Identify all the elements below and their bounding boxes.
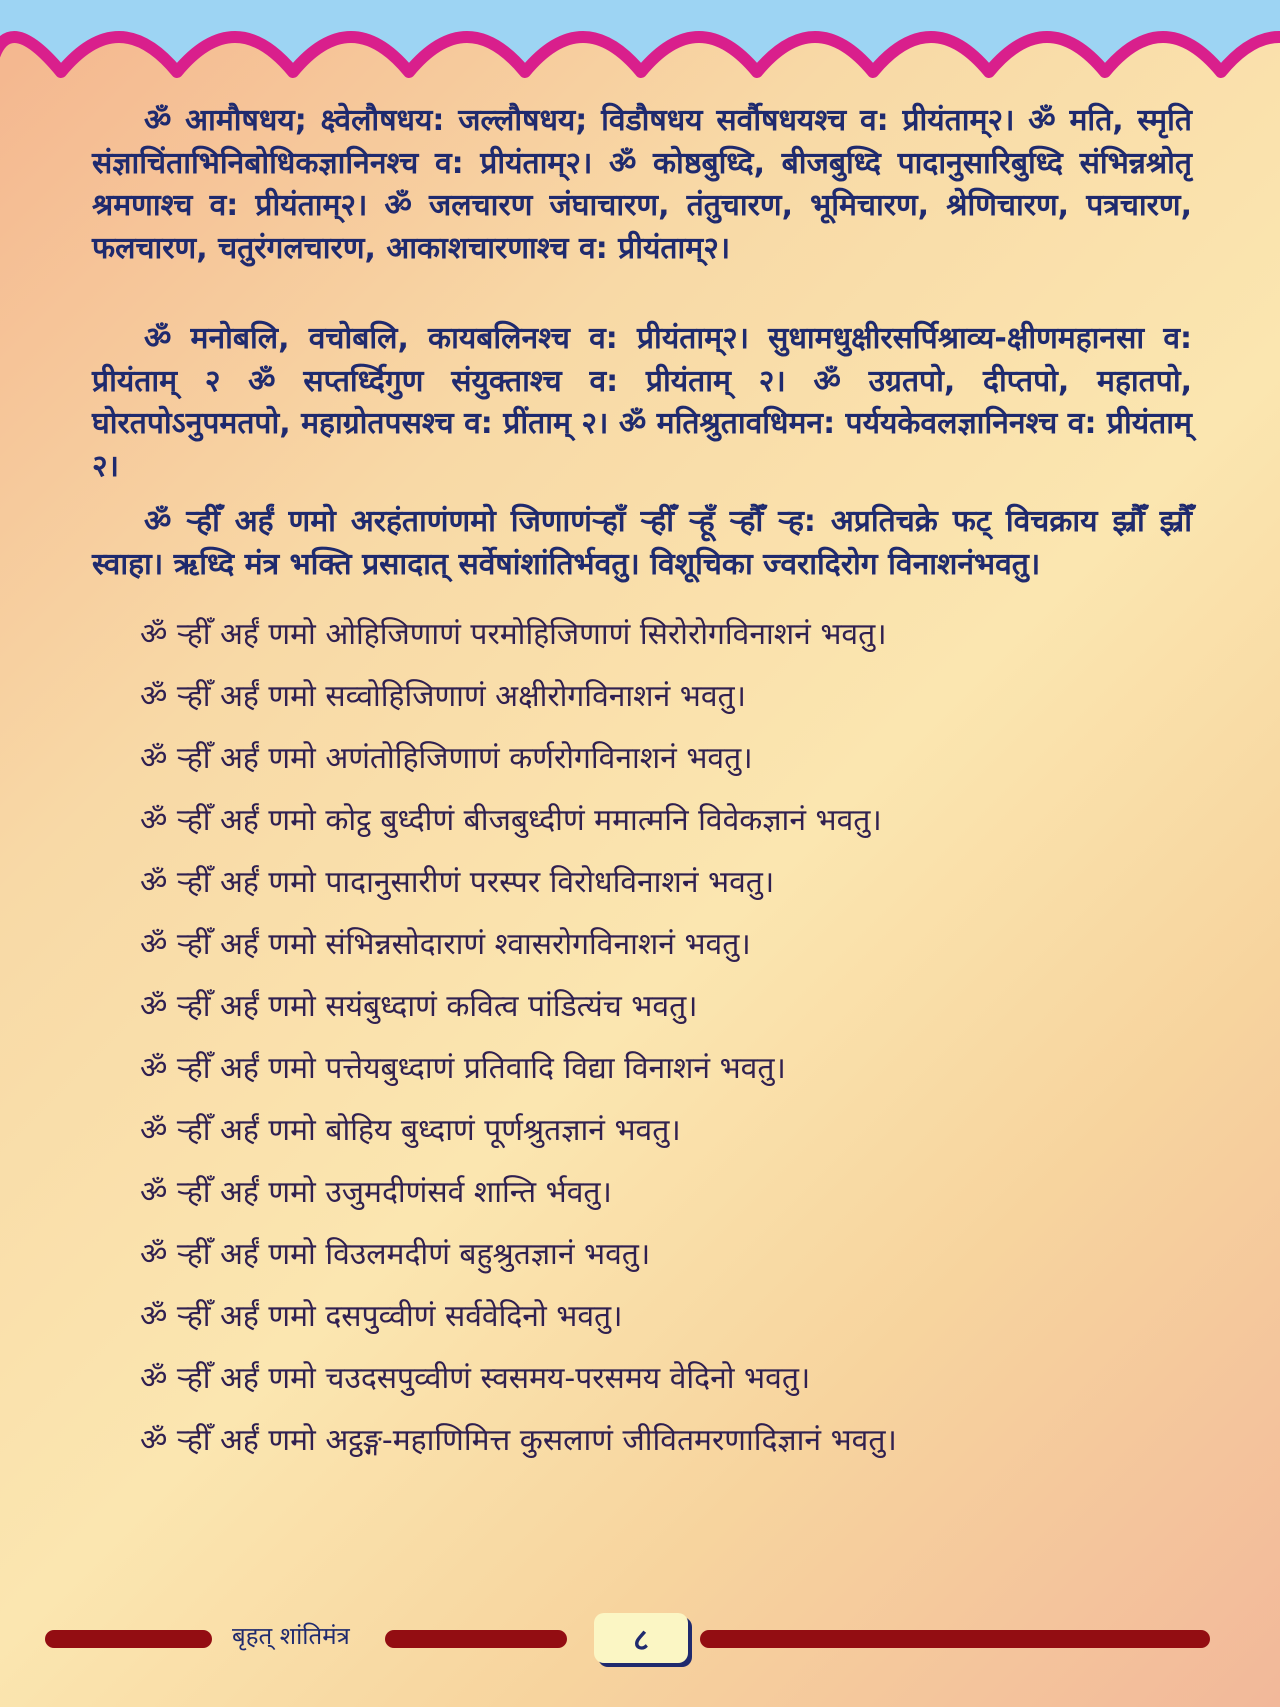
footer-title: बृहत् शांतिमंत्र (232, 1622, 350, 1650)
page-footer (0, 1605, 1280, 1675)
footer-bar-right (700, 1630, 1210, 1648)
scalloped-top-border (0, 0, 1280, 95)
mantra-line: ॐ ऱ्हीँ अर्हं णमो संभिन्नसोदाराणं श्वासरोगविनाशनं भवतु। (140, 927, 751, 962)
mantra-line: ॐ ऱ्हीँ अर्हं णमो पादानुसारीणं परस्पर विरोधविनाशनं भवतु। (140, 865, 775, 900)
paragraph-3: ॐ ऱ्हीँ अर्हं णमो अरहंताणंणमो जिणाणंऱ्हाँ ऱ्हीँ ऱ्हूँ ऱ्हौँ ऱ्ह: अप्रतिचक्रे फट् विचक्राय झ्रौँ झ्रौँ स्वाहा। ऋध्दि मंत्र भक्ति प्रसादात् सर्वेषांशांतिर्भवतु। विशूचिका ज्वरादिरोग विनाशनंभवतु। (92, 504, 1192, 582)
page-number-badge (594, 1613, 688, 1663)
mantra-line: ॐ ऱ्हीँ अर्हं णमो अणंतोहिजिणाणं कर्णरोगविनाशनं भवतु। (140, 741, 753, 776)
paragraph-1: ॐ आमौषधय; क्ष्वेलौषधय: जल्लौषधय; विडौषधय सर्वौषधयश्च व: प्रीयंताम्२। ॐ मति, स्मृति संज्ञाचिंताभिनिबोधिकज्ञानिनश्च व: प्रीयंताम्२। ॐ कोष्ठबुध्दि, बीजबुध्दि पादानुसारिबुध्दि संभिन्नश्रोतृ श्रमणाश्च व: प्रीयंताम्२। ॐ जलचारण जंघाचारण, तंतुचारण, भूमिचारण, श्रेणिचारण, पत्रचारण, फलचारण, चतुरंगलचारण, आकाशचारणाश्च व: प्रीयंताम्२। (92, 103, 1192, 266)
mantra-line: ॐ ऱ्हीँ अर्हं णमो सयंबुध्दाणं कवित्व पांडित्यंच भवतु। (140, 989, 698, 1024)
page-number: ८ (633, 1622, 649, 1658)
footer-bar-middle (385, 1630, 567, 1648)
mantra-line: ॐ ऱ्हीँ अर्हं णमो पत्तेयबुध्दाणं प्रतिवादि विद्या विनाशनं भवतु। (140, 1051, 786, 1086)
mantra-line: ॐ ऱ्हीँ अर्हं णमो अट्ठङ्ग-महाणिमित्त कुसलाणं जीवितमरणादिज्ञानं भवतु। (140, 1423, 897, 1458)
mantra-list (92, 604, 1192, 1472)
mantra-line: ॐ ऱ्हीँ अर्हं णमो उजुमदीणंसर्व शान्ति र्भवतु। (140, 1175, 612, 1210)
mantra-line: ॐ ऱ्हीँ अर्हं णमो ओहिजिणाणं परमोहिजिणाणं सिरोरोगविनाशनं भवतु। (140, 617, 887, 652)
mantra-line: ॐ ऱ्हीँ अर्हं णमो बोहिय बुध्दाणं पूर्णश्रुतज्ञानं भवतु। (140, 1113, 681, 1148)
footer-bar-left (45, 1630, 212, 1648)
mantra-line: ॐ ऱ्हीँ अर्हं णमो दसपुव्वीणं सर्ववेदिनो भवतु। (140, 1299, 623, 1334)
page-content (92, 100, 1192, 1472)
mantra-line: ॐ ऱ्हीँ अर्हं णमो कोट्ठ बुध्दीणं बीजबुध्दीणं ममात्मनि विवेकज्ञानं भवतु। (140, 803, 882, 838)
paragraph-2: ॐ मनोबलि, वचोबलि, कायबलिनश्च व: प्रीयंताम्२। सुधामधुक्षीरसर्पिश्राव्य-क्षीणमहानसा व: प्रीयंताम् २ ॐ सप्तर्ध्दिगुण संयुक्ताश्च व: प्रीयंताम् २। ॐ उग्रतपो, दीप्तपो, महातपो, घोरतपोऽनुपमतपो, महाग्रोतपसश्च व: प्रींताम् २। ॐ मतिश्रुतावधिमन: पर्ययकेवलज्ञानिनश्च व: प्रीयंताम् २। (92, 321, 1192, 484)
mantra-line: ॐ ऱ्हीँ अर्हं णमो चउदसपुव्वीणं स्वसमय-परसमय वेदिनो भवतु। (140, 1361, 811, 1396)
mantra-line: ॐ ऱ्हीँ अर्हं णमो विउलमदीणं बहुश्रुतज्ञानं भवतु। (140, 1237, 651, 1272)
mantra-line: ॐ ऱ्हीँ अर्हं णमो सव्वोहिजिणाणं अक्षीरोगविनाशनं भवतु। (140, 679, 747, 714)
